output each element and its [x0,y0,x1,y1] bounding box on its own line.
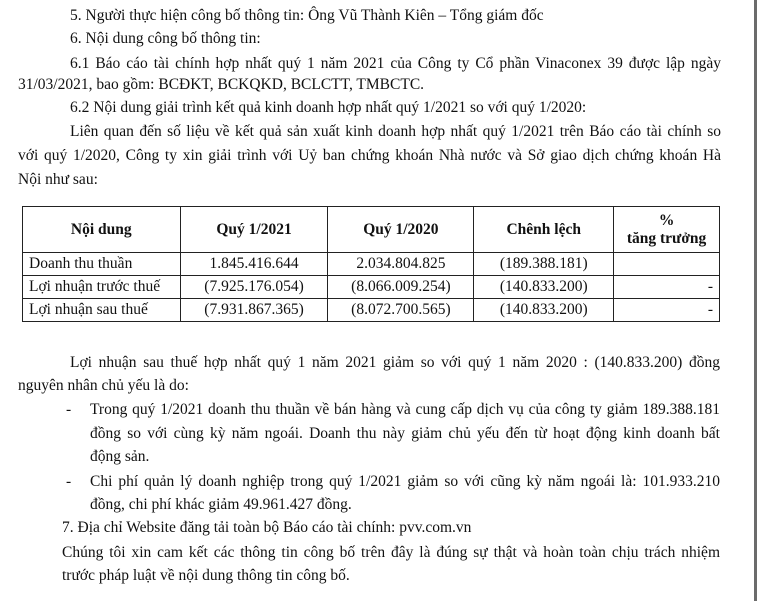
bullet-1-line-3: động sản. [90,448,150,465]
intro-line-2: với quý 1/2020, Công ty xin giải trình với Uỷ ban chứng khoán Nhà nước và Sở giao dịch chứng khoán Hà [18,147,721,164]
header-difference: Chênh lệch [474,207,614,253]
row-q1-2021-value: (7.925.176.054) [180,276,328,299]
table-row [23,299,720,322]
row-difference-value: (140.833.200) [474,299,614,322]
row-label: Lợi nhuận sau thuế [23,299,181,322]
header-growth [614,207,720,253]
header-q1-2021: Quý 1/2021 [180,207,328,253]
row-growth-value [614,253,720,276]
bullet-2-line-1: Chi phí quản lý doanh nghiệp trong quý 1/2021 giảm so với cũng kỳ năm ngoái là: 101.933.210 [90,473,720,490]
summary-line-2: nguyên nhân chủ yếu là do: [18,377,189,394]
bullet-2-line-2: đồng, chi phí khác giảm 49.961.427 đồng. [90,496,352,513]
row-growth-value: - [614,299,720,322]
bullet-marker: - [66,401,72,418]
row-growth-value: - [614,276,720,299]
table-header-row [23,207,720,253]
item-5-publisher: 5. Người thực hiện công bố thông tin: Ông Vũ Thành Kiên – Tổng giám đốc [70,7,544,24]
row-difference-value: (140.833.200) [474,276,614,299]
row-q1-2021-value: 1.845.416.644 [180,253,328,276]
commitment-line-2: trước pháp luật về nội dung thông tin công bố. [62,567,350,584]
commitment-line-1: Chúng tôi xin cam kết các thông tin công bố trên đây là đúng sự thật và hoàn toàn chịu trách nhiệm [62,544,720,561]
summary-line-1: Lợi nhuận sau thuế hợp nhất quý 1 năm 2021 giảm so với quý 1 năm 2020 : (140.833.200) đồng [70,354,720,371]
row-q1-2021-value: (7.931.867.365) [180,299,328,322]
row-label: Lợi nhuận trước thuế [23,276,181,299]
row-difference-value: (189.388.181) [474,253,614,276]
section-6-1-line-2: 31/03/2021, bao gồm: BCĐKT, BCKQKD, BCLCTT, TMBCTC. [18,76,425,93]
table-row [23,253,720,276]
financial-comparison-table [22,206,720,322]
bullet-marker: - [66,473,72,490]
bullet-1-line-1: Trong quý 1/2021 doanh thu thuần về bán hàng và cung cấp dịch vụ của công ty giảm 189.388.181 [90,401,720,418]
header-growth-symbol: % [658,211,675,229]
row-label: Doanh thu thuần [23,253,181,276]
bullet-1-line-2: đồng so với cùng kỳ năm ngoái. Doanh thu này giảm chủ yếu đến từ hoạt động kinh doanh bất [90,425,720,442]
intro-line-1: Liên quan đến số liệu về kết quả sản xuất kinh doanh hợp nhất quý 1/2021 trên Báo cáo tài chính so [70,123,721,140]
header-growth-label: tăng trưởng [626,229,707,247]
item-7-website: 7. Địa chỉ Website đăng tải toàn bộ Báo cáo tài chính: pvv.com.vn [62,519,472,536]
section-6-1-line-1: 6.1 Báo cáo tài chính hợp nhất quý 1 năm 2021 của Công ty Cổ phần Vinaconex 39 được lập ngày [70,55,721,72]
header-q1-2020: Quý 1/2020 [328,207,474,253]
row-q1-2020-value: (8.072.700.565) [328,299,474,322]
header-content: Nội dung [23,207,181,253]
intro-line-3: Nội như sau: [18,171,98,188]
row-q1-2020-value: 2.034.804.825 [328,253,474,276]
section-6-2-heading: 6.2 Nội dung giải trình kết quả kinh doanh hợp nhất quý 1/2021 so với quý 1/2020: [70,99,587,116]
row-q1-2020-value: (8.066.009.254) [328,276,474,299]
table-row [23,276,720,299]
item-6-content-heading: 6. Nội dung công bố thông tin: [70,30,261,47]
